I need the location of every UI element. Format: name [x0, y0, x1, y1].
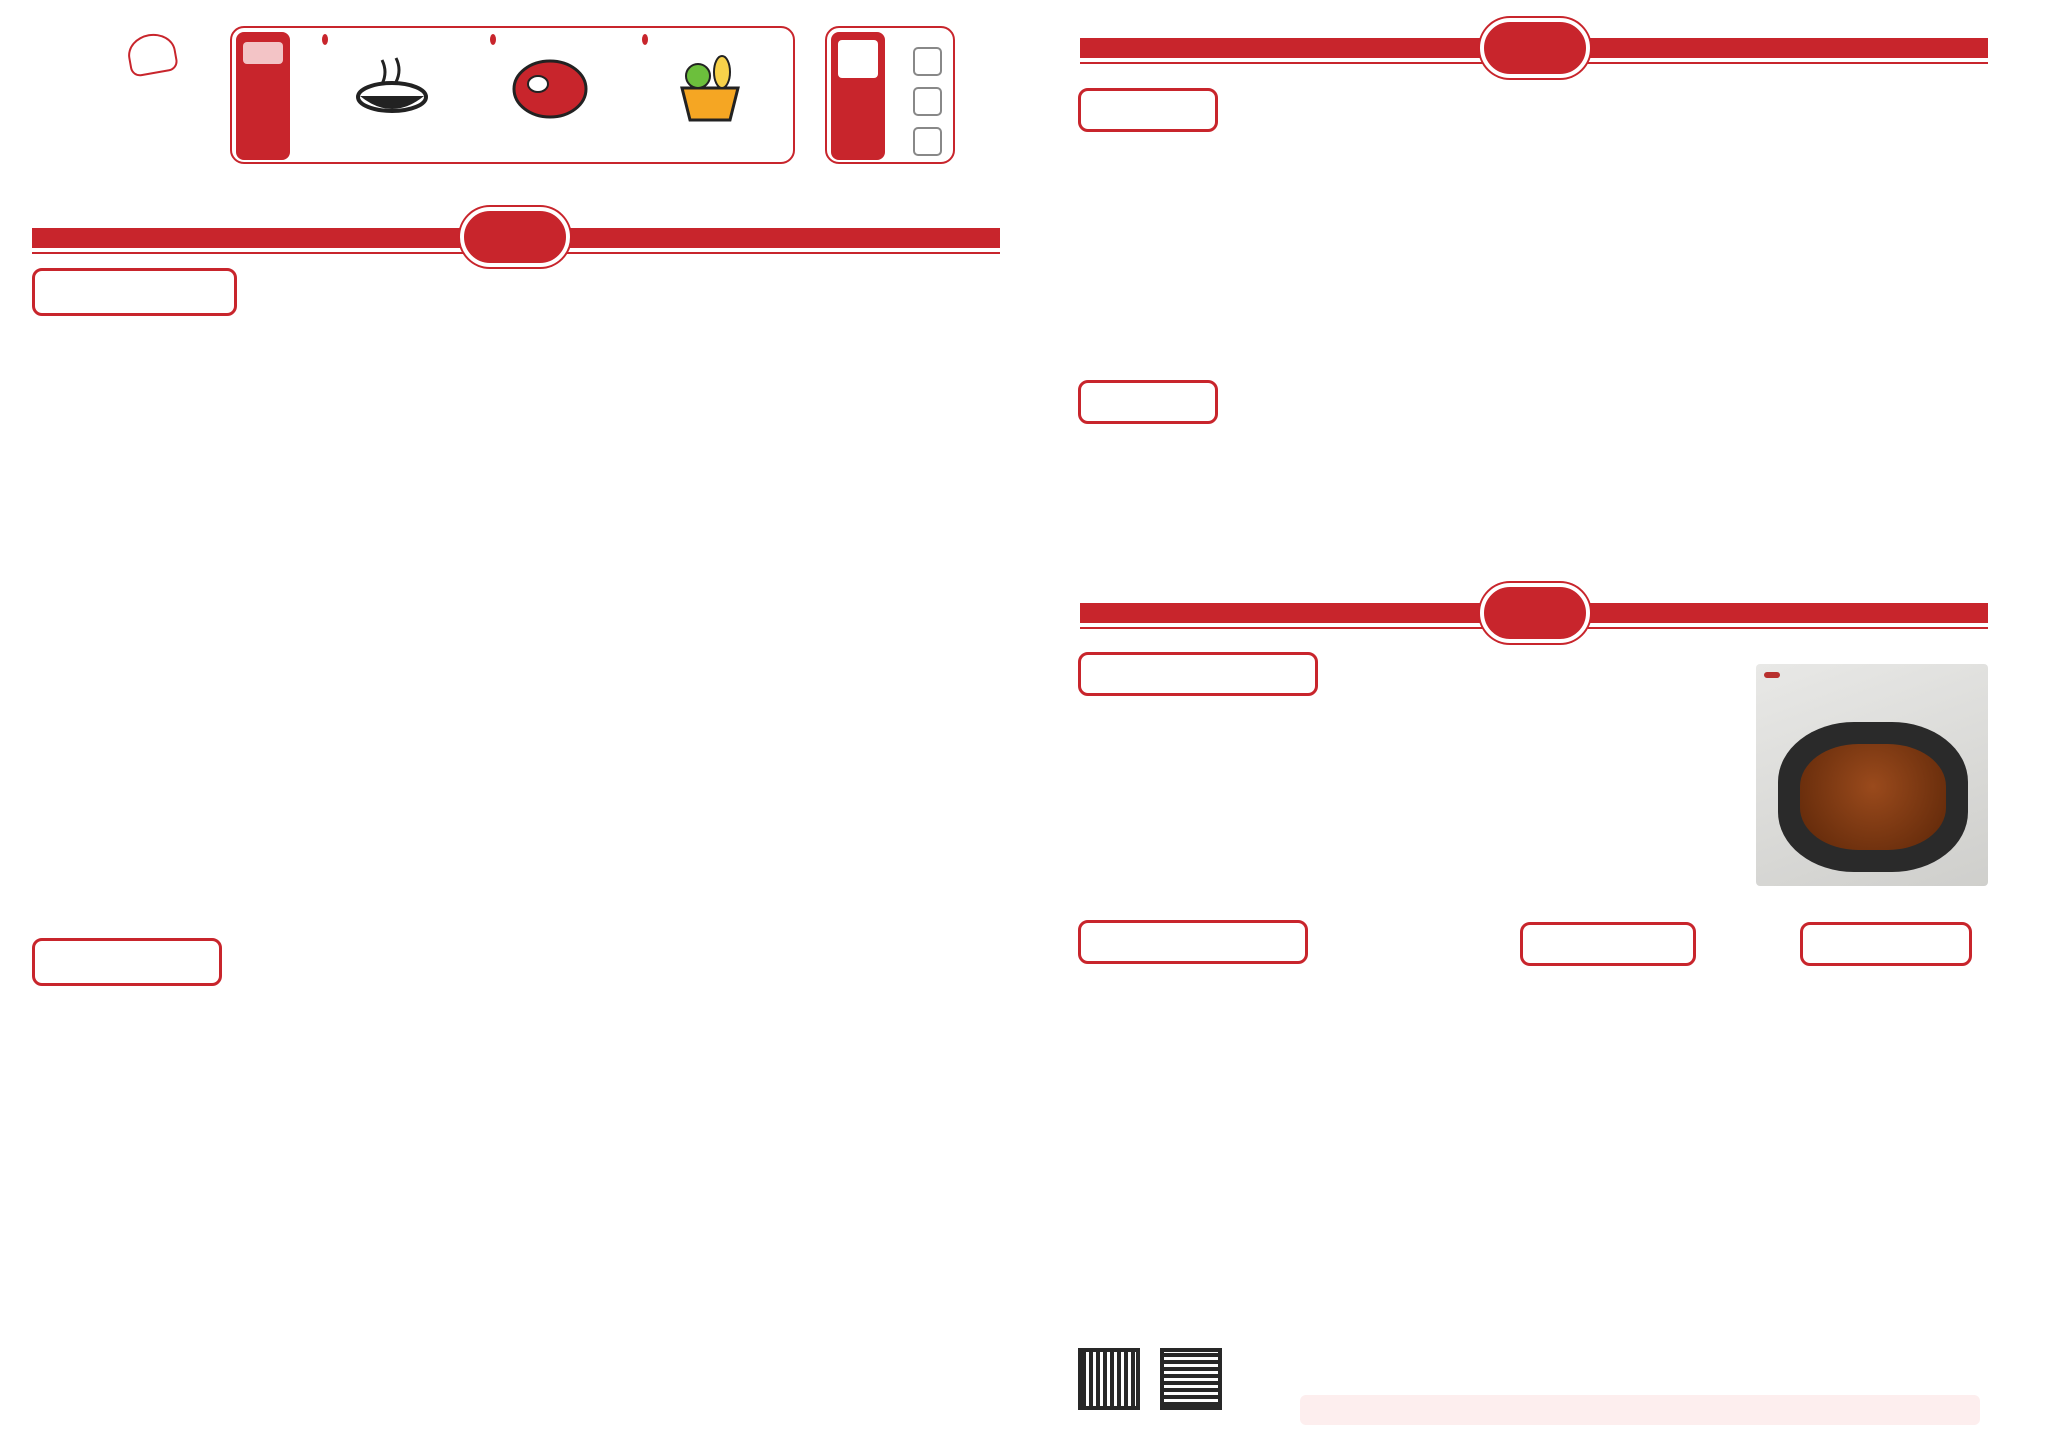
step1-guide: [322, 34, 472, 154]
dine-in-label-block: [236, 32, 290, 160]
step3-guide: [642, 34, 792, 154]
popular-section-title: [1520, 922, 1696, 966]
takeout-number-box[interactable]: [838, 40, 878, 78]
checkbox[interactable]: [913, 87, 942, 116]
option-label: [889, 114, 903, 146]
vegetable-basket-icon: [672, 52, 748, 124]
step2-badge: [1480, 18, 1590, 78]
takeout-panel: [825, 26, 955, 164]
option-label: [889, 74, 903, 106]
meat-section-title: [1078, 88, 1218, 132]
qr-code-franchise: [1078, 1348, 1140, 1410]
section-chef-title: [32, 938, 222, 986]
seafood-section-title: [1078, 380, 1218, 424]
option-label: [889, 34, 903, 66]
others-section-title: [1800, 922, 1972, 966]
table-number-label: [243, 42, 283, 64]
mini-input[interactable]: [1300, 1395, 1980, 1425]
brand-logo: [58, 28, 178, 198]
step-number: [322, 34, 328, 45]
addon-section-title: [1078, 920, 1308, 964]
takeout-label-block: [831, 32, 885, 160]
checkbox[interactable]: [913, 47, 942, 76]
hotpot-icon: [352, 52, 432, 122]
section-kungfu-title: [32, 268, 237, 316]
step-number: [642, 34, 648, 45]
meat-icon: [510, 56, 590, 122]
photo-label: [1764, 672, 1780, 678]
takeout-option-sauce[interactable]: [889, 34, 942, 74]
takeout-option-utensils[interactable]: [889, 74, 942, 114]
step3-badge: [1480, 583, 1590, 643]
step-number: [490, 34, 496, 45]
takeout-option-bag[interactable]: [889, 114, 942, 154]
braised-section-title: [1078, 652, 1318, 696]
brand-stamp: [125, 30, 179, 78]
checkbox[interactable]: [913, 127, 942, 156]
step2-guide: [490, 34, 640, 154]
step1-badge: [460, 207, 570, 267]
braised-photo: [1756, 664, 1988, 886]
qr-code-line: [1160, 1348, 1222, 1410]
braised-dish-food: [1800, 744, 1946, 850]
dine-in-panel: [230, 26, 795, 164]
